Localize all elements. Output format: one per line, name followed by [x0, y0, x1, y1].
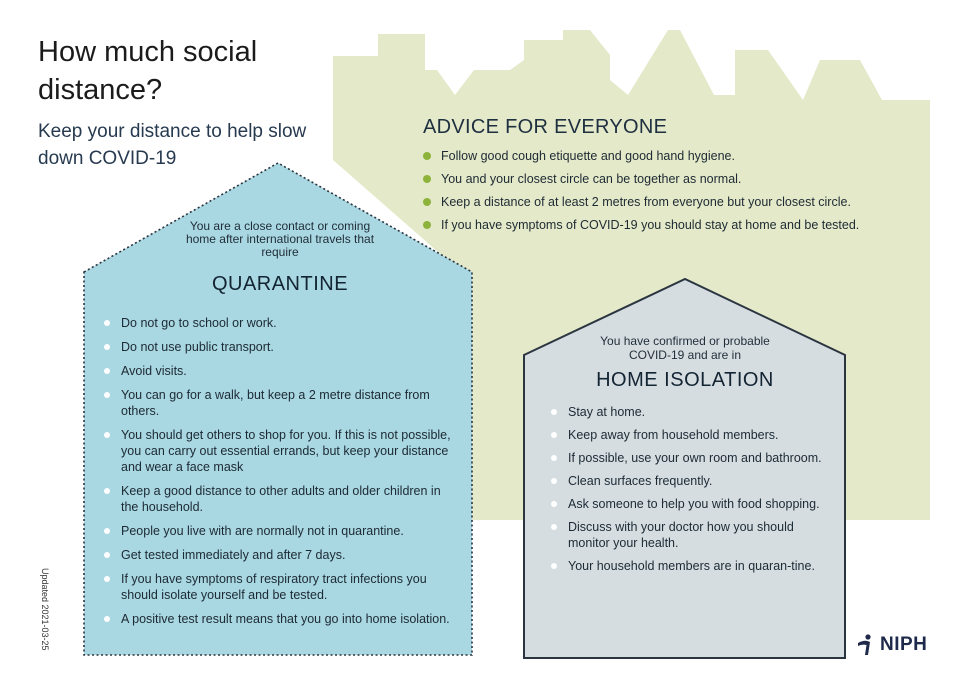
quarantine-list	[104, 315, 456, 635]
list-item: If you have symptoms of COVID-19 you should stay at home and be tested.	[423, 218, 923, 232]
list-item: Stay at home.	[551, 404, 831, 420]
bullet-icon	[551, 432, 557, 438]
list-item: You can go for a walk, but keep a 2 metre distance from others.	[104, 387, 456, 419]
list-item: Do not use public transport.	[104, 339, 456, 355]
bullet-icon	[104, 488, 110, 494]
bullet-icon	[104, 344, 110, 350]
list-item: Keep a distance of at least 2 metres from everyone but your closest circle.	[423, 195, 923, 209]
bullet-icon	[551, 478, 557, 484]
niph-logo	[855, 633, 927, 657]
list-item: Follow good cough etiquette and good hand hygiene.	[423, 149, 923, 163]
bullet-icon	[551, 563, 557, 569]
niph-logo-text: NIPH	[880, 634, 928, 655]
list-item: Ask someone to help you with food shopping.	[551, 496, 831, 512]
bullet-icon	[104, 552, 110, 558]
list-item: If you have symptoms of respiratory tract infections you should isolate yourself and be tested.	[104, 571, 456, 603]
quarantine-intro: You are a close contact or coming home after international travels that require	[185, 219, 375, 259]
bullet-icon	[104, 432, 110, 438]
list-item: Your household members are in quaran-tine.	[551, 558, 831, 574]
updated-date: Updated 2021-03-25	[40, 568, 50, 651]
bullet-icon	[104, 392, 110, 398]
bullet-icon	[551, 524, 557, 530]
home-isolation-title: HOME ISOLATION	[596, 369, 774, 391]
list-item: Do not go to school or work.	[104, 315, 456, 331]
list-item: Keep a good distance to other adults and older children in the household.	[104, 483, 456, 515]
bullet-icon	[104, 528, 110, 534]
list-item: Keep away from household members.	[551, 427, 831, 443]
list-item: Get tested immediately and after 7 days.	[104, 547, 456, 563]
home-isolation-intro: You have confirmed or probable COVID-19 and are in	[600, 334, 770, 362]
list-item: People you live with are normally not in quarantine.	[104, 523, 456, 539]
list-item: Clean surfaces frequently.	[551, 473, 831, 489]
page-subtitle: Keep your distance to help slow down COVID-19	[38, 121, 307, 169]
home-isolation-list	[551, 404, 831, 581]
list-item: If possible, use your own room and bathroom.	[551, 450, 831, 466]
bullet-icon	[551, 409, 557, 415]
quarantine-title: QUARANTINE	[211, 273, 349, 295]
niph-logo-icon	[855, 633, 877, 657]
bullet-icon	[104, 368, 110, 374]
updated-date-wrap	[40, 568, 133, 651]
list-item: A positive test result means that you go into home isolation.	[104, 611, 456, 627]
bullet-icon	[104, 320, 110, 326]
advice-heading: ADVICE FOR EVERYONE	[423, 116, 668, 138]
list-item: You and your closest circle can be together as normal.	[423, 172, 923, 186]
bullet-icon	[551, 501, 557, 507]
list-item: Avoid visits.	[104, 363, 456, 379]
bullet-icon	[551, 455, 557, 461]
bullet-icon	[104, 616, 110, 622]
list-item: Discuss with your doctor how you should monitor your health.	[551, 519, 831, 551]
page-title: How much social distance?	[38, 36, 258, 106]
list-item: You should get others to shop for you. If this is not possible, you can carry out essential errands, but keep your distance and wear a face mask	[104, 427, 456, 475]
